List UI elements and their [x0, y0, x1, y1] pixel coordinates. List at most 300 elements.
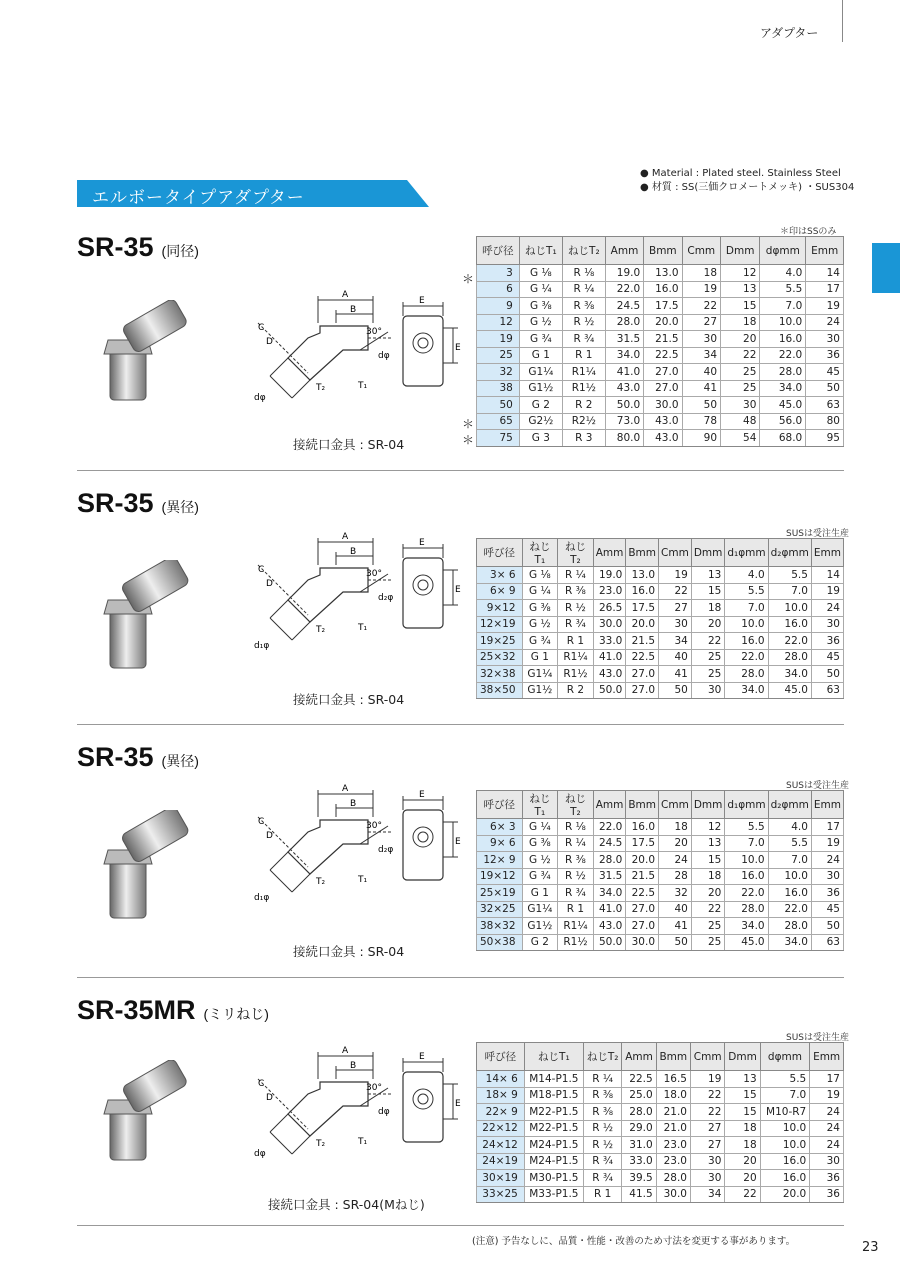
table-cell: 30 — [659, 616, 692, 633]
table-cell: 95 — [806, 430, 844, 447]
table-cell: 28.0 — [593, 852, 626, 869]
column-header: ねじT₁ — [522, 539, 558, 567]
table-cell: 80.0 — [605, 430, 643, 447]
star-marker — [462, 383, 474, 399]
bore-label-d2: d₂φ — [378, 593, 394, 603]
table-cell: G ⅛ — [522, 567, 558, 584]
table-cell: 24 — [810, 1104, 844, 1121]
page-number: 23 — [862, 1240, 879, 1255]
column-header: Cmm — [659, 539, 692, 567]
table-cell: 18 — [721, 314, 760, 331]
table-cell: G ¼ — [519, 281, 562, 298]
table-row — [477, 298, 844, 315]
column-header: ねじT₂ — [558, 539, 594, 567]
table-cell: 27 — [690, 1137, 724, 1154]
thread-label-t2: T₂ — [316, 1139, 326, 1149]
table-cell: 50 — [682, 397, 721, 414]
table-cell: 22.5 — [622, 1071, 656, 1088]
table-cell: 36 — [810, 1170, 844, 1187]
table-cell: 21.5 — [644, 331, 682, 348]
table-cell: 36 — [810, 1186, 844, 1203]
section-divider — [77, 470, 844, 471]
dim-label-b: B — [350, 547, 357, 557]
table-cell: 19.0 — [605, 265, 643, 282]
table-cell: 80 — [806, 413, 844, 430]
table-cell: M22-P1.5 — [524, 1120, 583, 1137]
column-header: ねじT₂ — [583, 1043, 621, 1071]
table-row — [477, 934, 844, 951]
column-header: Amm — [605, 237, 643, 265]
table-cell: 22.0 — [768, 901, 811, 918]
table-cell: 6 — [477, 281, 520, 298]
column-header: ねじT₁ — [522, 791, 558, 819]
table-cell: 22.0 — [768, 633, 811, 650]
dim-label-e2: E — [455, 585, 461, 595]
table-cell: R 1 — [558, 633, 594, 650]
dim-label-e: E — [419, 1052, 425, 1062]
table-cell: 3 — [477, 265, 520, 282]
table-cell: 32 — [477, 364, 520, 381]
table-cell: 38×50 — [477, 682, 523, 699]
table-header-row — [477, 791, 844, 819]
table-cell: 12 — [691, 819, 725, 836]
table-cell: 38×32 — [477, 918, 523, 935]
table-cell: 50 — [659, 934, 692, 951]
footer-note: (注意) 予告なしに、品質・性能・改善のため寸法を変更する事があります。 — [472, 1236, 796, 1247]
table-row — [477, 281, 844, 298]
table-cell: 50 — [806, 380, 844, 397]
table-row — [477, 347, 844, 364]
thread-label-t2: T₂ — [316, 625, 326, 635]
table-cell: G 3 — [519, 430, 562, 447]
table-cell: 19 — [659, 567, 692, 584]
table-cell: G 1 — [522, 885, 558, 902]
table-cell: 27 — [690, 1120, 724, 1137]
table-cell: 27.0 — [626, 901, 659, 918]
table-cell: 7.0 — [768, 583, 811, 600]
table-cell: 30.0 — [656, 1186, 690, 1203]
angle-label: 30° — [366, 821, 382, 831]
dimension-drawing — [248, 782, 463, 922]
table-cell: 23.0 — [656, 1137, 690, 1154]
table-cell: M24-P1.5 — [524, 1153, 583, 1170]
spec-table — [476, 538, 844, 699]
table-cell: 19 — [810, 1087, 844, 1104]
table-cell: 12× 9 — [477, 852, 523, 869]
material-ja: ● 材質 : SS(三価クロメートメッキ) ・SUS304 — [640, 182, 855, 193]
table-cell: 32×25 — [477, 901, 523, 918]
table-cell: 18 — [725, 1120, 760, 1137]
table-cell: 19 — [806, 298, 844, 315]
table-cell: G1¼ — [519, 364, 562, 381]
column-header: d₂φmm — [768, 791, 811, 819]
table-cell: G 2 — [519, 397, 562, 414]
table-cell: 30 — [811, 616, 843, 633]
table-cell: G1½ — [519, 380, 562, 397]
table-cell: 20 — [721, 331, 760, 348]
table-cell: R ¼ — [562, 281, 605, 298]
table-cell: 41 — [682, 380, 721, 397]
table-cell: 28.0 — [725, 901, 768, 918]
column-header: 呼び径 — [477, 1043, 525, 1071]
table-cell: 40 — [659, 901, 692, 918]
table-cell: 13 — [721, 281, 760, 298]
table-cell: 32 — [659, 885, 692, 902]
table-cell: 23.0 — [656, 1153, 690, 1170]
table-cell: 22 — [721, 347, 760, 364]
table-cell: 13.0 — [626, 567, 659, 584]
table-cell: 20 — [659, 835, 692, 852]
star-marker: ＊ — [462, 416, 475, 431]
table-cell: 15 — [691, 852, 725, 869]
table-cell: 45 — [806, 364, 844, 381]
table-cell: 30.0 — [644, 397, 682, 414]
table-cell: 50×38 — [477, 934, 523, 951]
table-cell: 22 — [691, 633, 725, 650]
dim-label-d: D — [266, 1093, 273, 1103]
table-cell: 41.0 — [605, 364, 643, 381]
table-cell: R ⅜ — [562, 298, 605, 315]
table-row — [477, 583, 844, 600]
table-note: SUSは受注生産 — [786, 781, 850, 791]
table-row — [477, 649, 844, 666]
thread-label-t1: T₁ — [358, 875, 368, 885]
table-cell: G ½ — [522, 852, 558, 869]
dim-label-e: E — [419, 790, 425, 800]
table-row — [477, 616, 844, 633]
table-cell: 36 — [811, 633, 843, 650]
table-cell: 50 — [477, 397, 520, 414]
table-cell: 33.0 — [622, 1153, 656, 1170]
table-cell: 23.0 — [593, 583, 626, 600]
table-cell: M18-P1.5 — [524, 1087, 583, 1104]
table-cell: 17.5 — [644, 298, 682, 315]
star-marker: ＊ — [462, 432, 475, 447]
table-cell: R ¾ — [562, 331, 605, 348]
table-cell: 24 — [811, 852, 843, 869]
table-cell: G ¾ — [522, 868, 558, 885]
dim-label-e2: E — [455, 343, 461, 353]
table-cell: 22 — [682, 298, 721, 315]
section-divider — [77, 724, 844, 725]
table-cell: 19 — [811, 583, 843, 600]
table-cell: 22 — [659, 583, 692, 600]
section-title: SR-35 (異径) — [77, 488, 199, 518]
table-cell: 75 — [477, 430, 520, 447]
section-divider — [77, 977, 844, 978]
table-cell: 78 — [682, 413, 721, 430]
side-tab — [872, 243, 900, 293]
table-cell: 50 — [659, 682, 692, 699]
table-cell: 25 — [691, 918, 725, 935]
table-cell: 41.0 — [593, 901, 626, 918]
table-cell: 10.0 — [768, 868, 811, 885]
table-cell: G 1 — [522, 649, 558, 666]
table-cell: 22.0 — [725, 885, 768, 902]
table-cell: 22.0 — [605, 281, 643, 298]
connector-label: 接続口金具 : SR-04 — [293, 692, 405, 707]
table-row — [477, 413, 844, 430]
dim-label-e2: E — [455, 1099, 461, 1109]
table-cell: M30-P1.5 — [524, 1170, 583, 1187]
table-row — [477, 1071, 844, 1088]
table-cell: 20 — [691, 885, 725, 902]
table-cell: G ¼ — [522, 819, 558, 836]
header-divider — [842, 0, 843, 42]
table-cell: 22.5 — [644, 347, 682, 364]
table-cell: 5.5 — [725, 583, 768, 600]
table-cell: M22-P1.5 — [524, 1104, 583, 1121]
product-photo — [100, 810, 200, 930]
table-cell: 19.0 — [593, 567, 626, 584]
table-cell: R ½ — [558, 600, 594, 617]
table-cell: 45.0 — [760, 397, 806, 414]
table-cell: 20 — [725, 1170, 760, 1187]
table-cell: 24 — [811, 600, 843, 617]
table-cell: 5.5 — [725, 819, 768, 836]
bore-label-d2: d₂φ — [378, 845, 394, 855]
thread-label-t2: T₂ — [316, 877, 326, 887]
table-cell: 13 — [691, 835, 725, 852]
table-cell: G ¼ — [522, 583, 558, 600]
table-cell: 27 — [659, 600, 692, 617]
table-row — [477, 331, 844, 348]
table-row — [477, 918, 844, 935]
table-cell: G ⅜ — [522, 600, 558, 617]
table-cell: 25 — [691, 666, 725, 683]
dim-label-c: C — [258, 565, 265, 575]
table-cell: 20.0 — [644, 314, 682, 331]
table-cell: 16.0 — [760, 331, 806, 348]
table-cell: 24 — [810, 1120, 844, 1137]
table-cell: 22.0 — [725, 649, 768, 666]
column-header: Bmm — [644, 237, 682, 265]
dim-label-b: B — [350, 305, 357, 315]
table-cell: 32×38 — [477, 666, 523, 683]
table-cell: 9× 6 — [477, 835, 523, 852]
table-cell: 16.0 — [725, 633, 768, 650]
table-cell: 21.0 — [656, 1104, 690, 1121]
table-cell: 24.5 — [593, 835, 626, 852]
star-markers — [462, 270, 474, 447]
table-cell: G2½ — [519, 413, 562, 430]
dim-label-d: D — [266, 337, 273, 347]
table-cell: 5.5 — [760, 1071, 810, 1088]
table-cell: 25 — [477, 347, 520, 364]
table-row — [477, 1186, 844, 1203]
table-cell: 10.0 — [760, 1120, 810, 1137]
table-cell: 30.0 — [626, 934, 659, 951]
dim-label-b: B — [350, 799, 357, 809]
thread-label-t1: T₁ — [358, 623, 368, 633]
table-cell: 21.0 — [656, 1120, 690, 1137]
table-cell: 39.5 — [622, 1170, 656, 1187]
table-cell: 50.0 — [593, 682, 626, 699]
table-cell: 10.0 — [760, 314, 806, 331]
column-header: Emm — [811, 539, 843, 567]
table-cell: R ¼ — [558, 567, 594, 584]
section-title: SR-35 (異径) — [77, 742, 199, 772]
table-cell: 14 — [806, 265, 844, 282]
table-cell: 16.0 — [626, 583, 659, 600]
table-note: SUSは受注生産 — [786, 529, 850, 539]
table-row — [477, 682, 844, 699]
column-header: 呼び径 — [477, 237, 520, 265]
connector-label: 接続口金具 : SR-04 — [293, 944, 405, 959]
table-cell: G ½ — [519, 314, 562, 331]
table-cell: 13 — [691, 567, 725, 584]
table-cell: 21.5 — [626, 633, 659, 650]
table-cell: 27.0 — [626, 918, 659, 935]
dim-label-b: B — [350, 1061, 357, 1071]
dim-label-a: A — [342, 784, 349, 794]
table-cell: 19 — [477, 331, 520, 348]
table-cell: 27.0 — [644, 364, 682, 381]
table-cell: 16.0 — [768, 616, 811, 633]
table-cell: 7.0 — [725, 600, 768, 617]
table-cell: R ⅜ — [583, 1087, 621, 1104]
thread-label-t1: T₁ — [358, 381, 368, 391]
column-header: ねじT₂ — [558, 791, 594, 819]
column-header: Amm — [593, 791, 626, 819]
table-cell: 16.0 — [760, 1170, 810, 1187]
table-cell: 43.0 — [593, 918, 626, 935]
table-cell: 54 — [721, 430, 760, 447]
column-header: ねじT₂ — [562, 237, 605, 265]
column-header: d₁φmm — [725, 791, 768, 819]
banner-title: エルボータイプアダプター — [92, 188, 305, 208]
table-row — [477, 1153, 844, 1170]
table-note: SUSは受注生産 — [786, 1033, 850, 1043]
table-row — [477, 600, 844, 617]
table-cell: 43.0 — [605, 380, 643, 397]
table-cell: 90 — [682, 430, 721, 447]
table-cell: 45 — [811, 649, 843, 666]
table-cell: 12 — [721, 265, 760, 282]
table-cell: 18× 9 — [477, 1087, 525, 1104]
table-cell: R ⅜ — [583, 1104, 621, 1121]
star-marker — [462, 399, 474, 415]
table-cell: 22 — [690, 1087, 724, 1104]
table-cell: 50.0 — [605, 397, 643, 414]
table-row — [477, 1120, 844, 1137]
table-cell: 10.0 — [725, 616, 768, 633]
table-cell: 31.5 — [605, 331, 643, 348]
column-header: Dmm — [691, 539, 725, 567]
table-row — [477, 868, 844, 885]
table-cell: 19 — [682, 281, 721, 298]
table-cell: R2½ — [562, 413, 605, 430]
table-cell: 17 — [810, 1071, 844, 1088]
table-cell: 36 — [806, 347, 844, 364]
table-cell: 27.0 — [644, 380, 682, 397]
table-cell: 30.0 — [593, 616, 626, 633]
table-cell: 5.5 — [760, 281, 806, 298]
table-cell: 24×19 — [477, 1153, 525, 1170]
table-cell: 34 — [682, 347, 721, 364]
table-cell: 22.5 — [626, 649, 659, 666]
table-cell: 50.0 — [593, 934, 626, 951]
table-cell: 48 — [721, 413, 760, 430]
table-cell: 30 — [690, 1170, 724, 1187]
table-row — [477, 901, 844, 918]
table-cell: 27.0 — [626, 682, 659, 699]
table-cell: R1½ — [558, 666, 594, 683]
table-cell: 45.0 — [725, 934, 768, 951]
star-marker — [462, 302, 474, 318]
table-cell: R ¾ — [583, 1153, 621, 1170]
column-header: 呼び径 — [477, 791, 523, 819]
table-cell: G ⅛ — [519, 265, 562, 282]
table-cell: 4.0 — [760, 265, 806, 282]
table-cell: 22 — [691, 901, 725, 918]
table-cell: 45.0 — [768, 682, 811, 699]
table-cell: 7.0 — [760, 298, 806, 315]
table-note: ＊印はSSのみ — [780, 227, 837, 237]
table-row — [477, 364, 844, 381]
bore-label-d1: d₁φ — [254, 893, 270, 903]
table-cell: 18 — [691, 868, 725, 885]
table-cell: 12×19 — [477, 616, 523, 633]
table-cell: 28.0 — [605, 314, 643, 331]
table-cell: 65 — [477, 413, 520, 430]
table-row — [477, 885, 844, 902]
table-cell: 24.5 — [605, 298, 643, 315]
table-cell: 28.0 — [768, 918, 811, 935]
table-cell: 30 — [682, 331, 721, 348]
dim-label-e: E — [419, 296, 425, 306]
category-label: アダプター — [760, 26, 819, 40]
table-cell: 56.0 — [760, 413, 806, 430]
table-cell: 21.5 — [626, 868, 659, 885]
table-cell: 15 — [721, 298, 760, 315]
table-cell: 34 — [659, 633, 692, 650]
table-row — [477, 430, 844, 447]
star-marker: ＊ — [462, 272, 475, 286]
table-cell: 7.0 — [768, 852, 811, 869]
table-cell: 73.0 — [605, 413, 643, 430]
bore-label-d: dφ — [254, 1149, 266, 1159]
table-cell: 19 — [690, 1071, 724, 1088]
table-cell: G 2 — [522, 934, 558, 951]
table-cell: G 1 — [519, 347, 562, 364]
table-cell: R ¼ — [558, 835, 594, 852]
table-cell: 34.0 — [768, 666, 811, 683]
table-cell: 68.0 — [760, 430, 806, 447]
table-cell: 30 — [691, 682, 725, 699]
table-cell: 12 — [477, 314, 520, 331]
table-cell: R ¾ — [558, 885, 594, 902]
footer-divider — [77, 1225, 844, 1226]
table-cell: G1¼ — [522, 901, 558, 918]
table-cell: 18 — [725, 1137, 760, 1154]
table-cell: M10-R7 — [760, 1104, 810, 1121]
table-cell: 31.0 — [622, 1137, 656, 1154]
table-cell: G1½ — [522, 918, 558, 935]
table-row — [477, 835, 844, 852]
table-cell: R ½ — [562, 314, 605, 331]
table-cell: 22.5 — [626, 885, 659, 902]
table-cell: G ⅜ — [519, 298, 562, 315]
table-cell: 30 — [810, 1153, 844, 1170]
dim-label-d: D — [266, 579, 273, 589]
table-cell: 18.0 — [656, 1087, 690, 1104]
star-marker — [462, 318, 474, 334]
table-cell: 17.5 — [626, 600, 659, 617]
column-header: Amm — [622, 1043, 656, 1071]
table-cell: R 1 — [583, 1186, 621, 1203]
table-cell: 17 — [806, 281, 844, 298]
